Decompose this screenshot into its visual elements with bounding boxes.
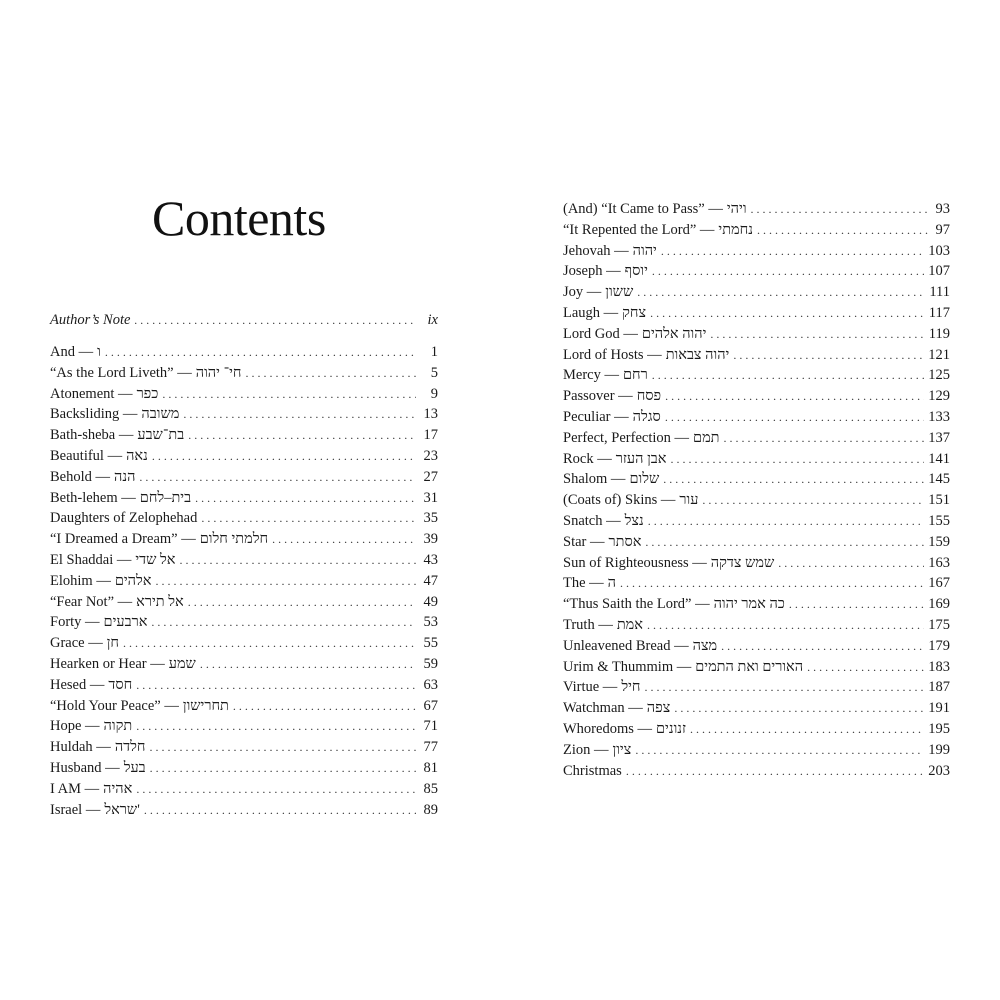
entry-label: “Fear Not” — [50, 593, 133, 610]
dot-leader [665, 386, 924, 407]
contents-entry[interactable] [50, 675, 438, 696]
entry-hebrew: סגלה [632, 408, 661, 425]
dot-leader [136, 716, 416, 737]
contents-entry[interactable] [50, 342, 438, 363]
contents-entry[interactable] [50, 508, 438, 529]
dot-leader [136, 675, 416, 696]
entry-page: 85 [423, 780, 438, 797]
entry-label: Lord God — [563, 325, 638, 342]
contents-entry[interactable] [563, 220, 950, 241]
entry-page: 59 [423, 655, 438, 672]
contents-entry[interactable] [50, 592, 438, 613]
entry-hebrew: תמם [693, 429, 720, 446]
entry-label: I AM — [50, 780, 100, 797]
dot-leader [188, 425, 416, 446]
contents-entry[interactable] [50, 571, 438, 592]
entry-page: 17 [423, 427, 438, 444]
dot-leader [150, 758, 416, 779]
contents-entry[interactable] [563, 511, 950, 532]
entry-label: Elohim — [50, 572, 111, 589]
entry-hebrew: חן [106, 635, 120, 652]
contents-entry[interactable] [563, 469, 950, 490]
entry-page: 151 [928, 492, 950, 509]
dot-leader [233, 696, 416, 717]
contents-entry[interactable] [563, 698, 950, 719]
entry-page: 145 [928, 471, 950, 488]
entry-label: Lord of Hosts — [563, 346, 662, 363]
contents-entry[interactable] [50, 800, 438, 821]
dot-leader [139, 467, 416, 488]
dot-leader [674, 698, 924, 719]
contents-entry[interactable] [50, 779, 438, 800]
dot-leader [652, 365, 925, 386]
entry-page: 35 [423, 510, 438, 527]
entry-hebrew: חלמתי חלום [199, 531, 269, 548]
dot-leader [751, 199, 928, 220]
entry-hebrew: חלדה [114, 739, 146, 756]
entry-label: Husband — [50, 759, 120, 776]
contents-entry[interactable] [563, 677, 950, 698]
entry-hebrew: ששון [605, 284, 634, 301]
contents-entry[interactable] [563, 449, 950, 470]
entry-hebrew: רחם [622, 367, 648, 384]
entry-hebrew: אהיה [103, 780, 133, 797]
entry-label: “As the Lord Liveth” — [50, 364, 192, 381]
entry-page: 107 [928, 263, 950, 280]
entry-label: Forty — [50, 614, 100, 631]
contents-entry[interactable] [50, 529, 438, 550]
entry-page: 119 [928, 325, 950, 342]
contents-entry[interactable] [563, 636, 950, 657]
entry-page: 49 [423, 593, 438, 610]
entry-label: Author’s Note [50, 312, 131, 328]
entry-page: 53 [423, 614, 438, 631]
entry-label: Passover — [563, 388, 633, 405]
entry-hebrew: יהוה צבאות [665, 346, 730, 363]
entry-hebrew: אל תירא [136, 593, 184, 610]
entry-page: 55 [423, 635, 438, 652]
entry-hebrew: נחמתי [718, 221, 753, 238]
entry-hebrew: אבן העזר [615, 450, 667, 467]
contents-entry[interactable] [563, 241, 950, 262]
entry-page: 63 [423, 676, 438, 693]
entry-label: Sun of Righteousness — [563, 554, 707, 571]
dot-leader [702, 490, 924, 511]
contents-list-left [50, 342, 438, 820]
entry-hebrew: 'שראל [104, 801, 140, 818]
entry-page: 203 [928, 762, 950, 779]
dot-leader [778, 553, 924, 574]
entry-page: 199 [928, 741, 950, 758]
contents-entry[interactable] [563, 594, 950, 615]
page-title: Contents [152, 190, 326, 246]
contents-entry[interactable] [50, 446, 438, 467]
entry-label: “I Dreamed a Dream” — [50, 531, 196, 548]
contents-entry[interactable] [50, 550, 438, 571]
contents-entry[interactable] [563, 573, 950, 594]
contents-entry[interactable] [50, 758, 438, 779]
entry-hebrew: כפר [136, 385, 159, 402]
entry-hebrew: זנונים [656, 720, 687, 737]
entry-label: Watchman — [563, 700, 643, 717]
entry-page: 47 [423, 572, 438, 589]
dot-leader [721, 636, 924, 657]
dot-leader [136, 779, 416, 800]
entry-page: 71 [423, 718, 438, 735]
entry-hebrew: תחרישון [182, 697, 229, 714]
dot-leader [188, 592, 416, 613]
contents-entry[interactable] [563, 407, 950, 428]
entry-hebrew: כה אמר יהוה [713, 596, 785, 613]
entry-hebrew: חסד [108, 676, 133, 693]
dot-leader [710, 324, 924, 345]
entry-page: 159 [928, 533, 950, 550]
contents-entry[interactable] [563, 199, 950, 220]
dot-leader [690, 719, 924, 740]
dot-leader [650, 303, 925, 324]
entry-page: 169 [928, 596, 950, 613]
entry-page: 133 [928, 408, 950, 425]
entry-label: El Shaddai — [50, 551, 132, 568]
entry-label: Christmas [563, 762, 622, 779]
entry-hebrew: ו [97, 344, 101, 360]
dot-leader [652, 261, 924, 282]
contents-entry[interactable] [50, 363, 438, 384]
entry-hebrew: בית–לחם [139, 489, 192, 506]
contents-list-right [563, 199, 950, 781]
entry-hebrew: ויהי [726, 201, 747, 217]
entry-label: “Hold Your Peace” — [50, 697, 179, 714]
dot-leader [246, 363, 416, 384]
dot-leader [134, 310, 416, 331]
entry-page: 111 [929, 284, 950, 301]
dot-leader [733, 345, 924, 366]
entry-label: “It Repented the Lord” — [563, 221, 715, 238]
contents-entry[interactable] [50, 716, 438, 737]
entry-label: Snatch — [563, 512, 621, 529]
entry-page: 89 [423, 801, 438, 818]
contents-entry[interactable] [563, 365, 950, 386]
entry-label: Israel — [50, 801, 101, 818]
dot-leader [665, 407, 924, 428]
contents-entry[interactable] [563, 282, 950, 303]
entry-label: Star — [563, 533, 605, 550]
entry-label: Zion — [563, 741, 609, 758]
entry-label: Jehovah — [563, 242, 629, 259]
entry-label: The — [563, 575, 604, 592]
entry-page: 5 [430, 364, 438, 381]
entry-page: 117 [928, 304, 950, 321]
entry-hebrew: אסתר [608, 533, 642, 550]
contents-entry[interactable] [563, 740, 950, 761]
contents-entry[interactable] [50, 633, 438, 654]
entry-hebrew: שמש צדקה [710, 554, 775, 571]
entry-label: “Thus Saith the Lord” — [563, 596, 710, 613]
entry-hebrew: עור [679, 492, 699, 509]
entry-page: 39 [423, 531, 438, 548]
entry-hebrew: בת־שבע [137, 427, 185, 444]
entry-hebrew: בעל [123, 759, 146, 776]
entry-page: 137 [928, 429, 950, 446]
entry-hebrew: יוסף [624, 263, 648, 280]
contents-entry[interactable] [50, 654, 438, 675]
entry-page: 67 [423, 697, 438, 714]
entry-label: Unleavened Bread — [563, 637, 689, 654]
entry-label: Beautiful — [50, 447, 123, 464]
entry-hebrew: משובה [141, 406, 180, 423]
contents-entry[interactable] [50, 488, 438, 509]
dot-leader [105, 342, 416, 363]
entry-label: Behold — [50, 468, 111, 485]
entry-page: 195 [928, 720, 950, 737]
dot-leader [201, 508, 416, 529]
contents-entry[interactable] [563, 761, 950, 782]
entry-label: Grace — [50, 635, 103, 652]
entry-label: Joy — [563, 284, 602, 301]
dot-leader [645, 532, 924, 553]
entry-page: 175 [928, 616, 950, 633]
dot-leader [152, 446, 416, 467]
entry-label: Joseph — [563, 263, 621, 280]
contents-entry[interactable] [50, 612, 438, 633]
dot-leader [670, 449, 924, 470]
contents-entry[interactable] [563, 532, 950, 553]
entry-hebrew: יהוה אלהים [641, 325, 707, 342]
contents-entry[interactable] [50, 696, 438, 717]
entry-label: And — [50, 344, 94, 360]
dot-leader [635, 740, 924, 761]
entry-label: Hesed — [50, 676, 105, 693]
entry-page: 129 [928, 388, 950, 405]
entry-label: Peculiar — [563, 408, 629, 425]
contents-entry[interactable] [563, 657, 950, 678]
dot-leader [663, 469, 924, 490]
entry-label: Huldah — [50, 739, 111, 756]
entry-hebrew: חיל [621, 679, 641, 696]
dot-leader [661, 241, 924, 262]
contents-entry[interactable] [563, 428, 950, 449]
entry-label: Rock — [563, 450, 612, 467]
entry-page: 93 [935, 201, 950, 217]
dot-leader [637, 282, 925, 303]
contents-entry[interactable] [563, 303, 950, 324]
entry-page: 103 [928, 242, 950, 259]
entry-page: 23 [423, 447, 438, 464]
dot-leader [626, 761, 924, 782]
entry-page: 183 [928, 658, 950, 675]
entry-hebrew: פסח [636, 388, 662, 405]
contents-entry[interactable] [563, 615, 950, 636]
dot-leader [150, 737, 417, 758]
entry-page: 121 [928, 346, 950, 363]
dot-leader [195, 488, 416, 509]
entry-hebrew: שמע [168, 655, 196, 672]
entry-hebrew: אמת [616, 616, 643, 633]
dot-leader [123, 633, 416, 654]
entry-page: 81 [423, 759, 438, 776]
contents-entry[interactable] [50, 384, 438, 405]
entry-label: Hearken or Hear — [50, 655, 165, 672]
entry-page: 167 [928, 575, 950, 592]
dot-leader [200, 654, 416, 675]
contents-entry[interactable] [563, 553, 950, 574]
entry-page: 9 [430, 385, 438, 402]
entry-hebrew: נאה [126, 447, 148, 464]
entry-hebrew: אלהים [114, 572, 152, 589]
entry-label: (Coats of) Skins — [563, 492, 676, 509]
entry-label: Truth — [563, 616, 613, 633]
dot-leader [272, 529, 416, 550]
entry-page: 27 [423, 468, 438, 485]
dot-leader [644, 677, 924, 698]
entry-page: 163 [928, 554, 950, 571]
entry-page: 97 [935, 221, 950, 238]
entry-page: 77 [423, 739, 438, 756]
entry-hebrew: יהוה [632, 242, 657, 259]
dot-leader [151, 612, 416, 633]
entry-hebrew: תקוה [103, 718, 133, 735]
contents-entry[interactable] [50, 404, 438, 425]
dot-leader [162, 384, 416, 405]
dot-leader [724, 428, 925, 449]
contents-entry[interactable] [563, 490, 950, 511]
entry-hebrew: חי־ יהוה [195, 364, 242, 381]
entry-label: Virtue — [563, 679, 618, 696]
entry-page: 125 [928, 367, 950, 384]
contents-entry[interactable] [50, 425, 438, 446]
entry-label: Backsliding — [50, 406, 138, 423]
entry-hebrew: נצל [624, 512, 644, 529]
dot-leader [620, 573, 924, 594]
entry-label: Perfect, Perfection — [563, 429, 690, 446]
entry-page: 187 [928, 679, 950, 696]
entry-page: 141 [928, 450, 950, 467]
entry-hebrew: מצה [692, 637, 718, 654]
dot-leader [144, 800, 416, 821]
contents-entry[interactable] [563, 386, 950, 407]
entry-hebrew: ה [607, 575, 617, 592]
entry-hebrew: צחק [622, 304, 647, 321]
entry-hebrew: ציון [612, 741, 632, 758]
contents-entry[interactable] [563, 261, 950, 282]
contents-entry[interactable] [563, 345, 950, 366]
entry-label: (And) “It Came to Pass” — [563, 201, 723, 217]
entry-hebrew: האורים ואת התמים [695, 658, 804, 675]
entry-hebrew: אל שדי [135, 551, 176, 568]
contents-entry[interactable] [50, 467, 438, 488]
entry-label: Mercy — [563, 367, 619, 384]
entry-page: 191 [928, 700, 950, 717]
dot-leader [183, 404, 416, 425]
entry-label: Urim & Thummim — [563, 658, 692, 675]
entry-label: Atonement — [50, 385, 133, 402]
entry-page: 13 [423, 406, 438, 423]
contents-entry[interactable] [563, 719, 950, 740]
dot-leader [647, 615, 924, 636]
entry-label: Laugh — [563, 304, 619, 321]
entry-label: Bath-sheba — [50, 427, 134, 444]
entry-label: Whoredoms — [563, 720, 652, 737]
authors-note-entry[interactable] [50, 310, 438, 331]
entry-label: Beth-lehem — [50, 489, 136, 506]
dot-leader [156, 571, 416, 592]
entry-page: 179 [928, 637, 950, 654]
entry-hebrew: שלום [629, 471, 660, 488]
entry-page: 155 [928, 512, 950, 529]
entry-label: Shalom — [563, 471, 626, 488]
entry-hebrew: צפה [646, 700, 671, 717]
dot-leader [648, 511, 925, 532]
entry-page: 43 [423, 551, 438, 568]
entry-page: 1 [430, 344, 438, 360]
entry-hebrew: הנה [114, 468, 136, 485]
contents-entry[interactable] [563, 324, 950, 345]
dot-leader [180, 550, 416, 571]
dot-leader [807, 657, 924, 678]
contents-entry[interactable] [50, 737, 438, 758]
dot-leader [757, 220, 928, 241]
entry-label: Hope — [50, 718, 100, 735]
dot-leader [789, 594, 924, 615]
entry-hebrew: ארבעים [103, 614, 148, 631]
entry-page: ix [427, 312, 438, 328]
entry-page: 31 [423, 489, 438, 506]
entry-label: Daughters of Zelophehad [50, 510, 198, 527]
